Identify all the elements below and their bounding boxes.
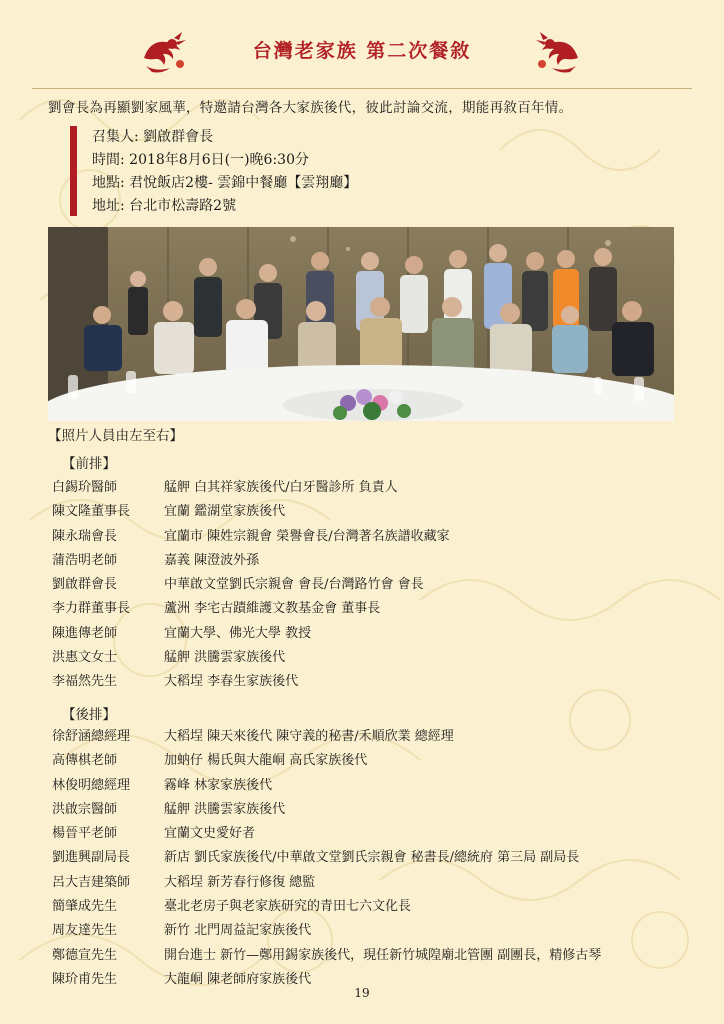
person-description: 大龍峒 陳老師府家族後代 bbox=[164, 971, 312, 987]
person-description: 霧峰 林家家族後代 bbox=[164, 777, 273, 793]
person-name: 劉進興副局長 bbox=[52, 850, 131, 866]
list-item bbox=[52, 774, 712, 798]
list-item bbox=[52, 749, 712, 773]
person-description: 開台進士 新竹—鄭用錫家族後代，現任新竹城隍廟北管團 副團長，精修古琴 bbox=[164, 947, 602, 963]
person-description: 宜蘭大學、佛光大學 教授 bbox=[164, 625, 312, 641]
person-description: 艋舺 白其祥家族後代/白牙醫診所 負責人 bbox=[164, 480, 398, 495]
list-item bbox=[52, 549, 712, 573]
person-name: 陳永瑞會長 bbox=[52, 528, 118, 544]
title-divider bbox=[32, 88, 692, 89]
info-venue: 地點: 君悅飯店2樓- 雲錦中餐廳【雲翔廳】 bbox=[92, 175, 358, 191]
list-item bbox=[52, 725, 712, 749]
event-info-box bbox=[70, 126, 470, 218]
person-name: 鄭德宣先生 bbox=[52, 947, 118, 963]
person-description: 嘉義 陳澄波外孫 bbox=[164, 552, 260, 568]
info-address: 地址: 台北市松壽路2號 bbox=[92, 198, 237, 214]
person-name: 陳玠甫先生 bbox=[52, 971, 118, 987]
person-description: 大稻埕 新芳春行修復 總監 bbox=[164, 874, 316, 890]
info-time: 時間: 2018年8月6日(一)晚6:30分 bbox=[92, 152, 309, 168]
list-item bbox=[52, 597, 712, 621]
list-item bbox=[52, 573, 712, 597]
list-item bbox=[52, 822, 712, 846]
person-name: 洪惠文女士 bbox=[52, 650, 118, 666]
person-name: 楊晉平老師 bbox=[52, 826, 118, 842]
list-item bbox=[52, 871, 712, 895]
person-description: 艋舺 洪騰雲家族後代 bbox=[164, 650, 286, 666]
person-name: 簡肇成先生 bbox=[52, 899, 118, 915]
list-item bbox=[52, 944, 712, 968]
person-name: 周友達先生 bbox=[52, 923, 118, 939]
person-name: 李力群董事長 bbox=[52, 601, 131, 617]
page-title: 台灣老家族 第二次餐敘 bbox=[252, 40, 472, 62]
person-name: 白錫玠醫師 bbox=[52, 480, 118, 495]
dragon-icon bbox=[530, 28, 586, 76]
person-description: 艋舺 洪騰雲家族後代 bbox=[164, 801, 286, 817]
person-name: 呂大吉建築師 bbox=[52, 874, 131, 890]
person-description: 臺北老房子與老家族研究的青田七六文化長 bbox=[164, 899, 412, 915]
list-item bbox=[52, 846, 712, 870]
person-description: 大稻埕 陳天來後代 陳守義的秘書/禾順欣業 總經理 bbox=[164, 729, 454, 744]
person-name: 陳文隆董事長 bbox=[52, 504, 131, 520]
list-item bbox=[52, 670, 712, 694]
dragon-icon bbox=[136, 28, 192, 76]
person-description: 宜蘭 鑑湖堂家族後代 bbox=[164, 504, 286, 520]
group-photo bbox=[48, 227, 674, 421]
list-item bbox=[52, 500, 712, 524]
person-description: 新竹 北門周益記家族後代 bbox=[164, 923, 312, 939]
info-organizer: 召集人: 劉啟群會長 bbox=[92, 129, 214, 145]
list-item bbox=[52, 895, 712, 919]
page-number: 19 bbox=[354, 986, 370, 1000]
person-name: 劉啟群會長 bbox=[52, 577, 118, 593]
back-row-label: 【後排】 bbox=[62, 707, 116, 723]
intro-paragraph: 劉會長為再顯劉家風華，特邀請台灣各大家族後代，彼此討論交流，期能再敘百年情。 bbox=[48, 100, 573, 116]
person-description: 宜蘭市 陳姓宗親會 榮譽會長/台灣著名族譜收藏家 bbox=[164, 528, 450, 544]
list-item bbox=[52, 622, 712, 646]
person-description: 宜蘭文史愛好者 bbox=[164, 826, 256, 842]
person-name: 陳進傳老師 bbox=[52, 625, 118, 641]
person-description: 蘆洲 李宅古蹟維護文教基金會 董事長 bbox=[164, 601, 381, 617]
list-item bbox=[52, 919, 712, 943]
person-name: 李福然先生 bbox=[52, 674, 118, 690]
accent-bar bbox=[70, 126, 77, 216]
photo-caption: 【照片人員由左至右】 bbox=[48, 428, 183, 444]
back-row-list bbox=[52, 725, 712, 992]
person-description: 新店 劉氏家族後代/中華啟文堂劉氏宗親會 秘書長/總統府 第三局 副局長 bbox=[164, 850, 580, 866]
person-name: 洪啟宗醫師 bbox=[52, 801, 118, 817]
front-row-list bbox=[52, 476, 712, 695]
front-row-label: 【前排】 bbox=[62, 456, 116, 472]
list-item bbox=[52, 798, 712, 822]
person-name: 林俊明總經理 bbox=[52, 777, 131, 793]
person-name: 高傳棋老師 bbox=[52, 753, 118, 769]
person-description: 加蚋仔 楊氏與大龍峒 高氏家族後代 bbox=[164, 753, 368, 769]
person-description: 中華啟文堂劉氏宗親會 會長/台灣路竹會 會長 bbox=[164, 577, 424, 593]
list-item bbox=[52, 476, 712, 500]
list-item bbox=[52, 525, 712, 549]
list-item bbox=[52, 646, 712, 670]
person-name: 徐舒涵總經理 bbox=[52, 729, 131, 744]
person-description: 大稻埕 李春生家族後代 bbox=[164, 674, 299, 690]
person-name: 蒲浩明老師 bbox=[52, 552, 118, 568]
